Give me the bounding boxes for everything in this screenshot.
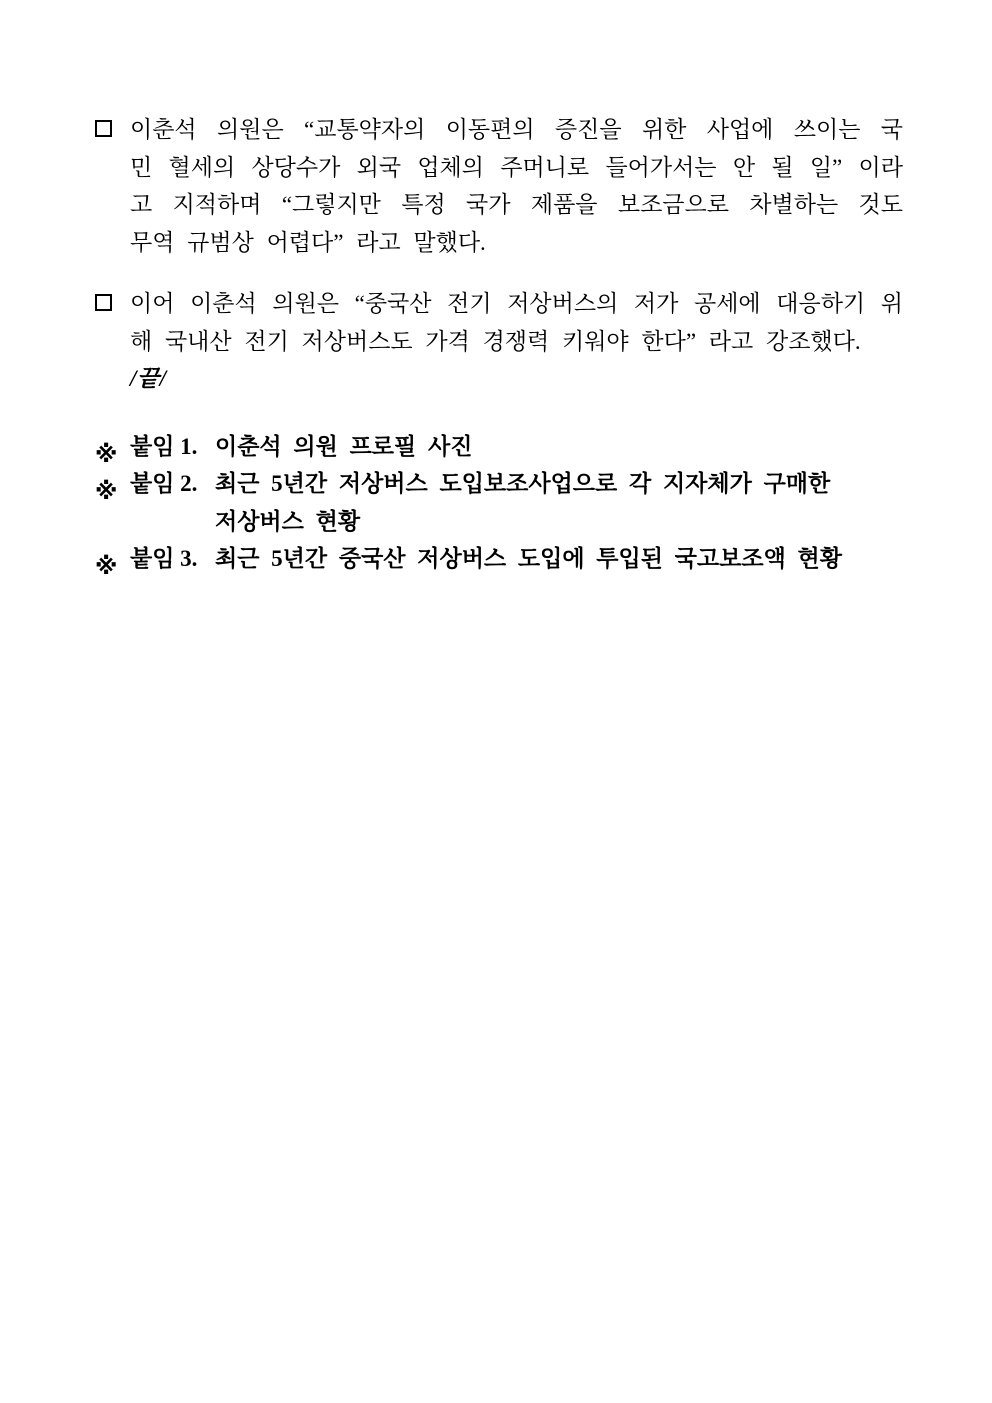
paragraph-2-text: [130, 285, 903, 398]
attachment-3-marker: [95, 540, 130, 580]
end-mark: /끝/: [130, 366, 167, 391]
attachment-item-1: [95, 428, 903, 466]
paragraph-line: 민 혈세의 상당수가 외국 업체의 주머니로 들어가서는 안 될 일” 이라: [130, 154, 903, 180]
attachment-text-line: 이춘석 의원 프로필 사진: [215, 433, 473, 459]
attachment-description: [215, 428, 903, 466]
paragraph-line: 해 국내산 전기 저상버스도 가격 경쟁력 키워야 한다” 라고 강조했다.: [130, 328, 861, 354]
attachment-text-line: 최근 5년간 저상버스 도입보조사업으로 각 지자체가 구매한: [215, 471, 831, 496]
attachments-list: [95, 428, 903, 578]
attachment-item-3: [95, 540, 903, 578]
bullet-paragraph-1: [95, 111, 903, 261]
attachment-description: [215, 465, 903, 540]
document-content: [95, 111, 903, 578]
attachment-text-line: 최근 5년간 중국산 저상버스 도입에 투입된 국고보조액 현황: [215, 546, 842, 571]
attachment-item-2: [95, 465, 903, 540]
attachment-text-line: 저상버스 현황: [215, 508, 361, 534]
square-bullet-icon: [95, 294, 112, 311]
reference-mark-icon: ※: [95, 554, 118, 580]
attachment-2-marker: [95, 465, 130, 505]
attachment-1-marker: [95, 428, 130, 468]
attachment-description: [215, 540, 903, 578]
square-bullet-icon: [95, 120, 112, 137]
paragraph-line: 이어 이춘석 의원은 “중국산 전기 저상버스의 저가 공세에 대응하기 위: [130, 291, 903, 316]
paragraph-line: 고 지적하며 “그렇지만 특정 국가 제품을 보조금으로 차별하는 것도: [130, 192, 903, 217]
paragraph-line: 이춘석 의원은 “교통약자의 이동편의 증진을 위한 사업에 쓰이는 국: [130, 117, 903, 142]
bullet-paragraph-2: [95, 285, 903, 398]
paragraph-1-text: [130, 111, 903, 261]
reference-mark-icon: ※: [95, 479, 118, 505]
paragraph-1-marker: [95, 111, 130, 148]
attachment-label: 붙임 3.: [130, 546, 198, 571]
attachment-label: 붙임 1.: [130, 433, 198, 459]
paragraph-line: 무역 규범상 어렵다” 라고 말했다.: [130, 229, 486, 255]
paragraph-2-marker: [95, 285, 130, 322]
reference-mark-icon: ※: [95, 441, 118, 468]
attachment-label: 붙임 2.: [130, 471, 198, 496]
